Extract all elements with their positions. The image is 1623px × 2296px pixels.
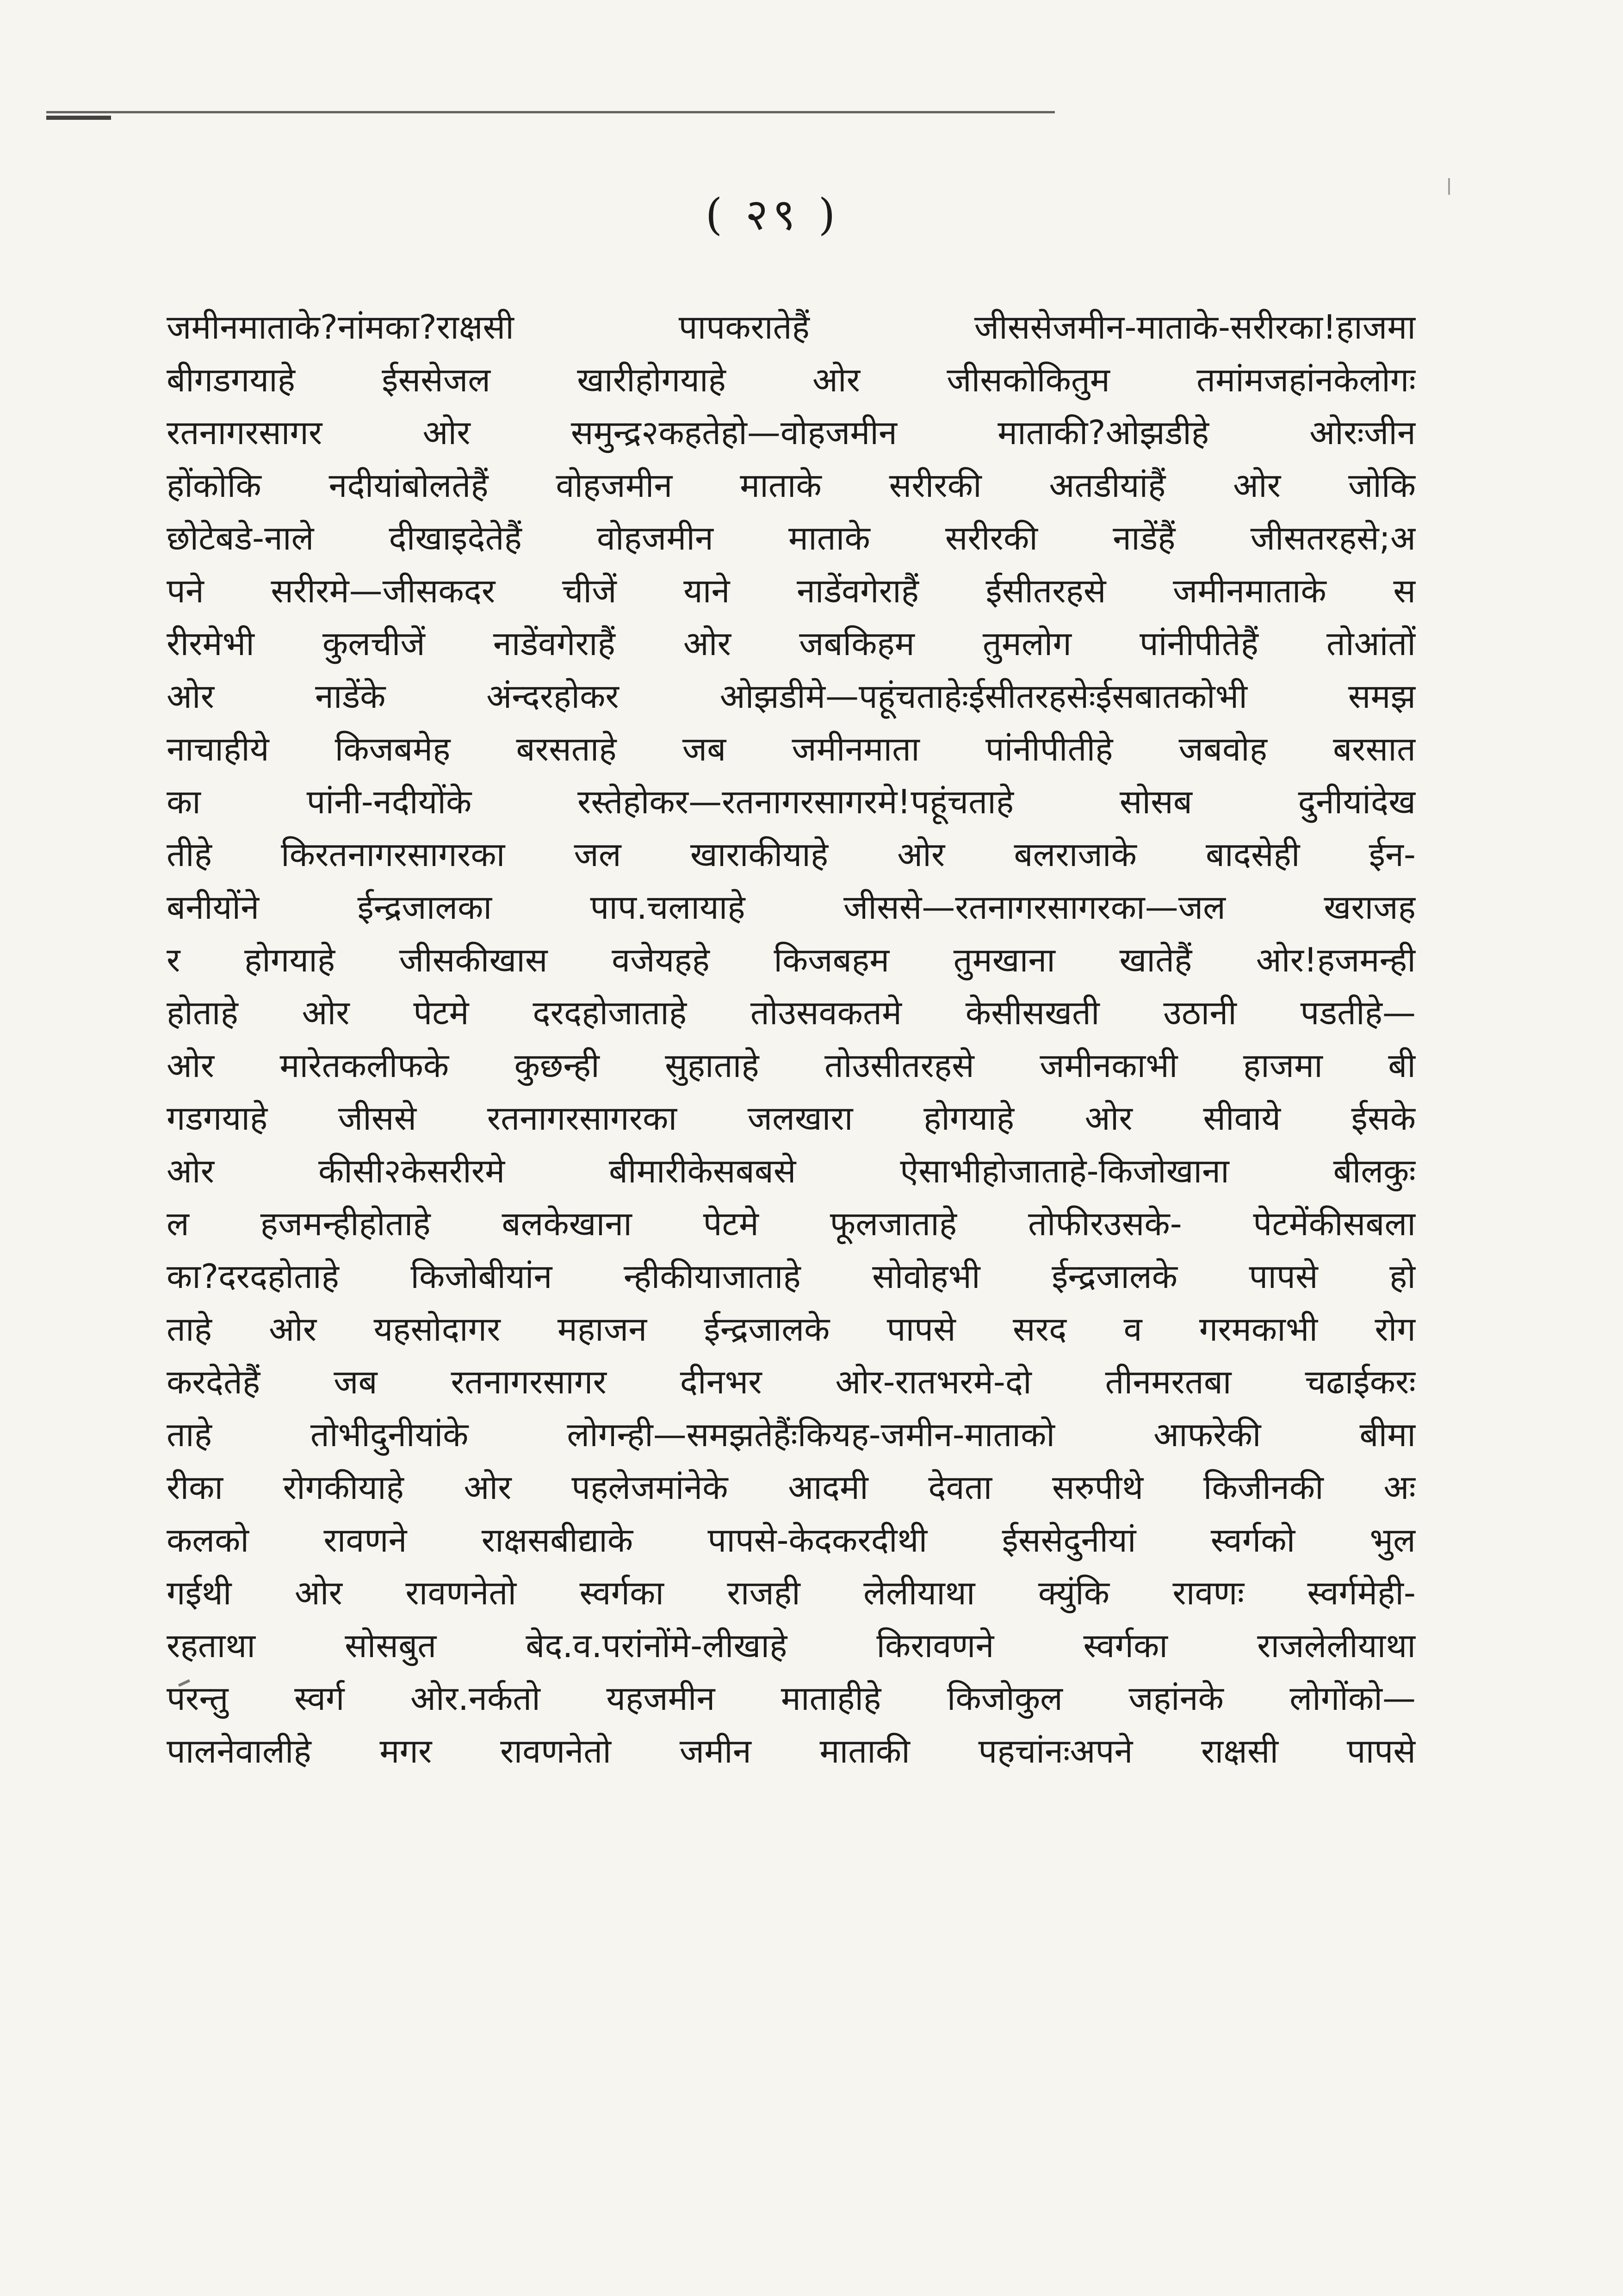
text-line: तीहे किरतनागरसागरका जल खाराकीयाहे ओर बलराजाके बादसेही ईन- — [167, 835, 1416, 874]
text-line: ओर मारेतकलीफके कुछन्ही सुहाताहे तोउसीतरहसे जमीनकाभी हाजमा बी — [167, 1046, 1416, 1085]
body-text — [167, 301, 1416, 1777]
text-line: पने सरीरमे—जीसकदर चीजें याने नाडेंवगेराहैं ईसीतरहसे जमीनमाताके स — [167, 571, 1416, 610]
text-line: बनीयोंने ईन्द्रजालका पाप.चलायाहे जीससे—रतनागरसागरका—जल खराजह — [167, 888, 1416, 927]
text-line: रीका रोगकीयाहे ओर पहलेजमांनेके आदमी देवता सरुपीथे किजीनकी अः — [167, 1468, 1416, 1507]
text-line: जमीनमाताके?नांमका?राक्षसी पापकरातेहैं जीससेजमीन-माताके-सरीरका!हाजमा — [167, 308, 1416, 347]
top-rule — [46, 111, 1055, 113]
text-line: पालनेवालीहे मगर रावणनेतो जमीन माताकी पहचांनःअपने राक्षसी पापसे — [167, 1732, 1416, 1770]
text-line: ताहे तोभीदुनीयांके लोगन्ही—समझतेहैंःकियह-जमीन-माताको आफरेकी बीमा — [167, 1415, 1416, 1454]
page-number: ( २९ ) — [705, 190, 840, 240]
text-line: गईथी ओर रावणनेतो स्वर्गका राजही लेलीयाथा क्युंकि रावणः स्वर्गमेही- — [167, 1573, 1416, 1612]
text-line: कलको रावणने राक्षसबीद्याके पापसे-केदकरदीथी ईससेदुनीयां स्वर्गको भुल — [167, 1521, 1416, 1560]
text-line: र होगयाहे जीसकीखास वजेयहहे किजबहम तुमखाना खातेहैं ओर!हजमन्ही — [167, 941, 1416, 979]
text-line: छोटेबडे-नाले दीखाइदेतेहैं वोहजमीन माताके सरीरकी नाडेंहैं जीसतरहसे;अ — [167, 519, 1416, 557]
text-line: परन्तु स्वर्ग ओर.नर्कतो यहजमीन माताहीहे किजोकुल जहांनके लोगोंको— — [167, 1679, 1416, 1718]
text-line: ओर कीसी२केसरीरमे बीमारीकेसबबसे ऐसाभीहोजाताहे-किजोखाना बीलकुः — [167, 1151, 1416, 1190]
text-line: ताहे ओर यहसोदागर महाजन ईन्द्रजालके पापसे सरद व गरमकाभी रोग — [167, 1310, 1416, 1349]
text-line: बीगडगयाहे ईससेजल खारीहोगयाहे ओर जीसकोकितुम तमांमजहांनकेलोगः — [167, 360, 1416, 399]
text-line: का पांनी-नदीयोंके रस्तेहोकर—रतनागरसागरमे!पहूंचताहे सोसब दुनीयांदेख — [167, 782, 1416, 821]
text-line: का?दरदहोताहे किजोबीयांन न्हीकीयाजाताहे सोवोहभी ईन्द्रजालके पापसे हो — [167, 1257, 1416, 1296]
text-line: गडगयाहे जीससे रतनागरसागरका जलखारा होगयाहे ओर सीवाये ईसके — [167, 1099, 1416, 1138]
text-line: ओर नाडेंके अंन्दरहोकर ओझडीमे—पहूंचताहेःईसीतरहसेःईसबातकोभी समझ — [167, 677, 1416, 716]
text-line: ल हजमन्हीहोताहे बलकेखाना पेटमे फूलजाताहे तोफीरउसके- पेटमेंकीसबला — [167, 1204, 1416, 1243]
text-line: रीरमेभी कुलचीजें नाडेंवगेराहैं ओर जबकिहम तुमलोग पांनीपीतेहैं तोआंतों — [167, 624, 1416, 663]
text-line: रहताथा सोसबुत बेद.व.परांनोंमे-लीखाहे किरावणने स्वर्गका राजलेलीयाथा — [167, 1626, 1416, 1665]
margin-mark — [1448, 178, 1450, 195]
text-line: रतनागरसागर ओर समुन्द्र२कहतेहो—वोहजमीन माताकी?ओझडीहे ओरःजीन — [167, 413, 1416, 452]
text-line: होताहे ओर पेटमे दरदहोजाताहे तोउसवकतमे केसीसखती उठानी पडतीहे— — [167, 993, 1416, 1032]
text-line: करदेतेहैं जब रतनागरसागर दीनभर ओर-रातभरमे-दो तीनमरतबा चढाईकरः — [167, 1362, 1416, 1401]
text-line: नाचाहीये किजबमेह बरसताहे जब जमीनमाता पांनीपीतीहे जबवोह बरसात — [167, 730, 1416, 768]
text-line: होंकोकि नदीयांबोलतेहैं वोहजमीन माताके सरीरकी अतडीयांहैं ओर जोकि — [167, 466, 1416, 505]
top-rule-accent — [46, 116, 111, 120]
